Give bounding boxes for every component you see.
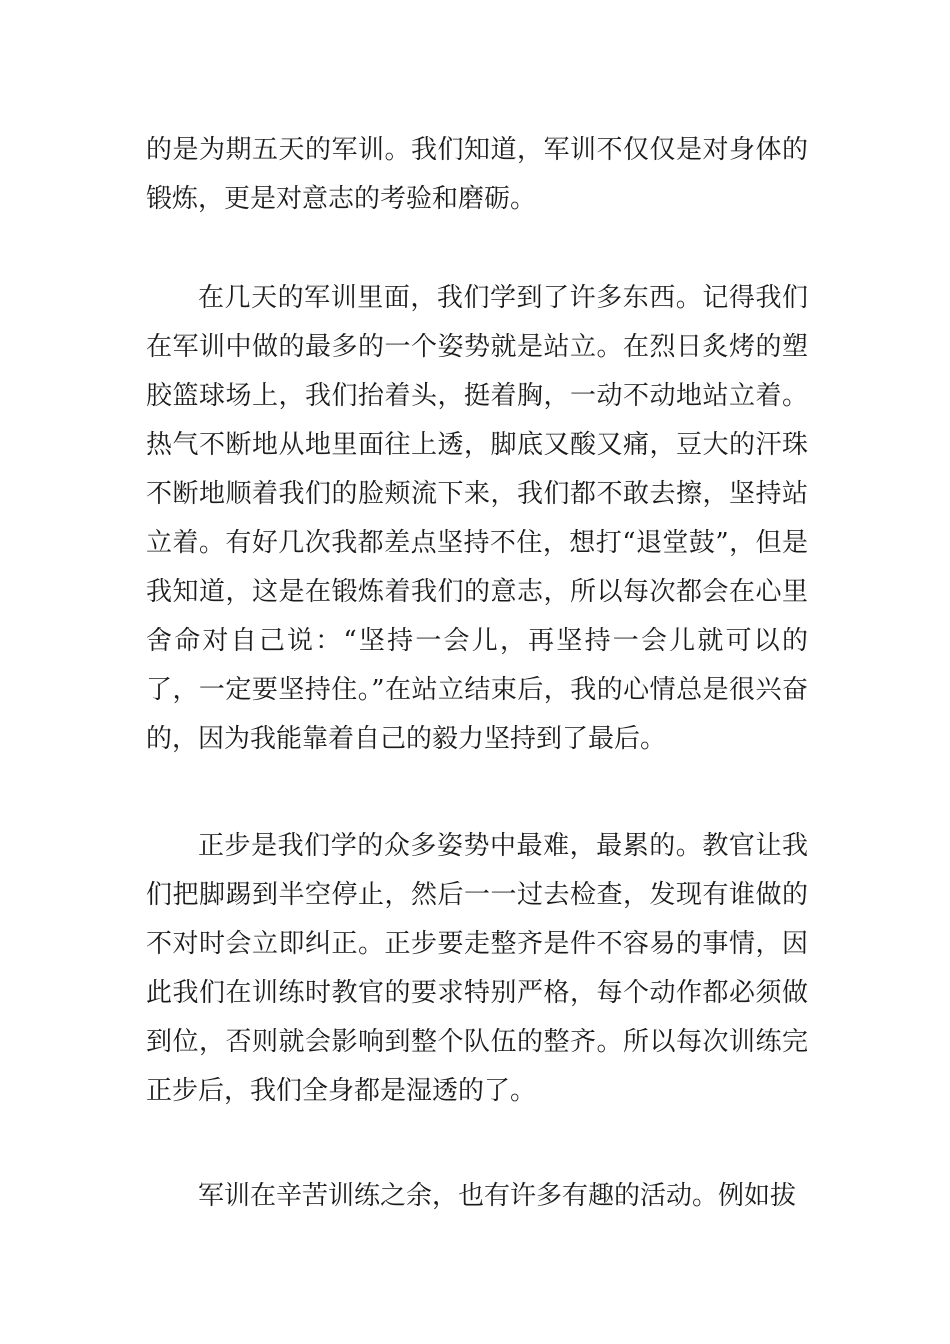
paragraph-activities <box>146 1172 808 1221</box>
paragraph-2: 在几天的军训里面，我们学到了许多东西。记得我们在军训中做的最多的一个姿势就是站立。在烈日炙烤的塑胶篮球场上，我们抬着头，挺着胸，一动不动地站立着。热气不断地从地里面往上透，脚底又酸又痛，豆大的汗珠不断地顺着我们的脸颊流下来，我们都不敢去擦，坚持站立着。有好几次我都差点坚持不住，想打“退堂鼓”，但是我知道，这是在锻炼着我们的意志，所以每次都会在心里舍命对自己说：“坚持一会儿，再坚持一会儿就可以的了，一定要坚持住。”在站立结束后，我的心情总是很兴奋的，因为我能靠着自己的毅力坚持到了最后。 <box>146 283 808 754</box>
paragraph-continuation <box>146 126 808 224</box>
paragraph-4: 军训在辛苦训练之余，也有许多有趣的活动。例如拔 <box>198 1181 797 1211</box>
paragraph-3: 正步是我们学的众多姿势中最难，最累的。教官让我们把脚踢到半空停止，然后一一过去检查，发现有谁做的不对时会立即纠正。正步要走整齐是件不容易的事情，因此我们在训练时教官的要求特别严格，每个动作都必须做到位，否则就会影响到整个队伍的整齐。所以每次训练完正步后，我们全身都是湿透的了。 <box>146 831 808 1106</box>
paragraph-standing <box>146 274 808 764</box>
paragraph-goose-step <box>146 822 808 1116</box>
paragraph-1: 的是为期五天的军训。我们知道，军训不仅仅是对身体的锻炼，更是对意志的考验和磨砺。 <box>146 135 808 214</box>
